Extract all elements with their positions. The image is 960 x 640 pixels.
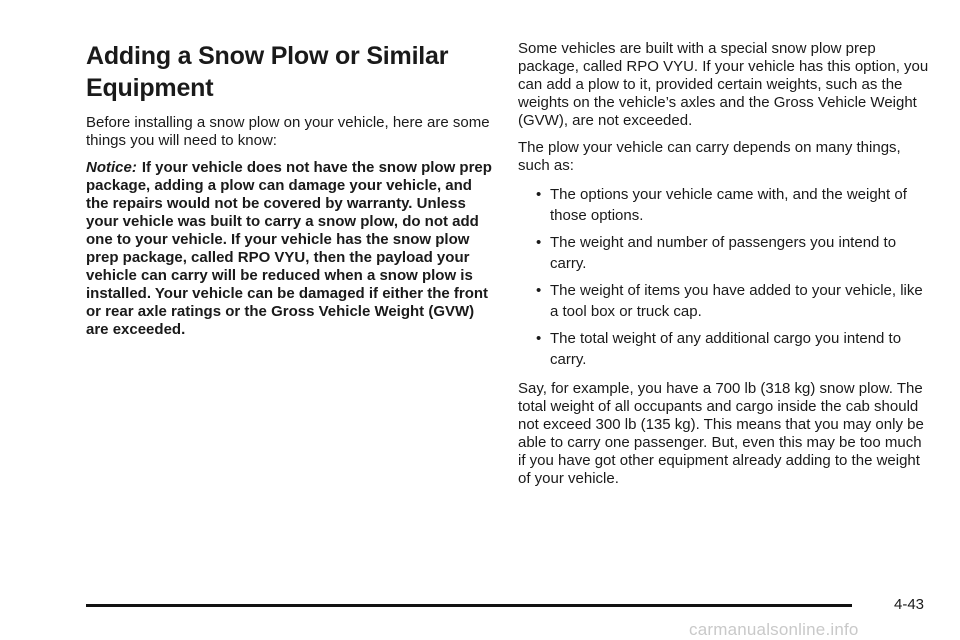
bullet-icon: • — [536, 186, 542, 203]
paragraph-rpo-vyu: Some vehicles are built with a special snow plow prep package, called RPO VYU. If your vehicle has this option, you can add a plow to it, provided certain weights, such as the weights on the vehicle’s axles and the Gross Vehicle Weight (GVW), are not exceeded. — [518, 40, 929, 129]
bullet-icon: • — [536, 330, 542, 347]
page-number: 4-43 — [894, 596, 925, 613]
paragraph-example: Say, for example, you have a 700 lb (318 kg) snow plow. The total weight of all occupants and cargo inside the cab should not exceed 300 lb (135 kg). This means that you may only be able to carry one passenger. But, even this may be too much if you have got other equipment already adding to the weight of your vehicle. — [518, 380, 924, 487]
notice-text: If your vehicle does not have the snow plow prep package, adding a plow can damage your vehicle, and the repairs would not be covered by warranty. Unless your vehicle was built to carry a snow plow, do not add one to your vehicle. If your vehicle has the snow plow prep package, called RPO VYU, then the payload your vehicle can carry will be reduced when a snow plow is installed. Your vehicle can be damaged if either the front or rear axle ratings or the Gross Vehicle Weight (GVW) are exceeded. — [86, 159, 492, 338]
bullet-icon: • — [536, 282, 542, 299]
notice-paragraph — [86, 159, 494, 339]
right-column — [518, 40, 930, 497]
left-column — [86, 40, 494, 348]
section-heading: Adding a Snow Plow or Similar Equipment — [86, 42, 449, 102]
intro-paragraph: Before installing a snow plow on your vehicle, here are some things you will need to know: — [86, 114, 490, 149]
watermark: carmanualsonline.info — [689, 620, 859, 639]
bullet-icon: • — [536, 234, 542, 251]
factors-list — [518, 184, 930, 370]
list-item: • The options your vehicle came with, and the weight of those options. — [536, 186, 907, 224]
paragraph-plow-depends: The plow your vehicle can carry depends on many things, such as: — [518, 139, 901, 174]
list-item: • The weight and number of passengers you intend to carry. — [536, 234, 897, 272]
list-item: • The weight of items you have added to your vehicle, like a tool box or truck cap. — [536, 282, 923, 320]
list-item: • The total weight of any additional cargo you intend to carry. — [536, 330, 902, 368]
notice-label: Notice: — [86, 159, 137, 176]
footer-rule — [86, 604, 852, 607]
